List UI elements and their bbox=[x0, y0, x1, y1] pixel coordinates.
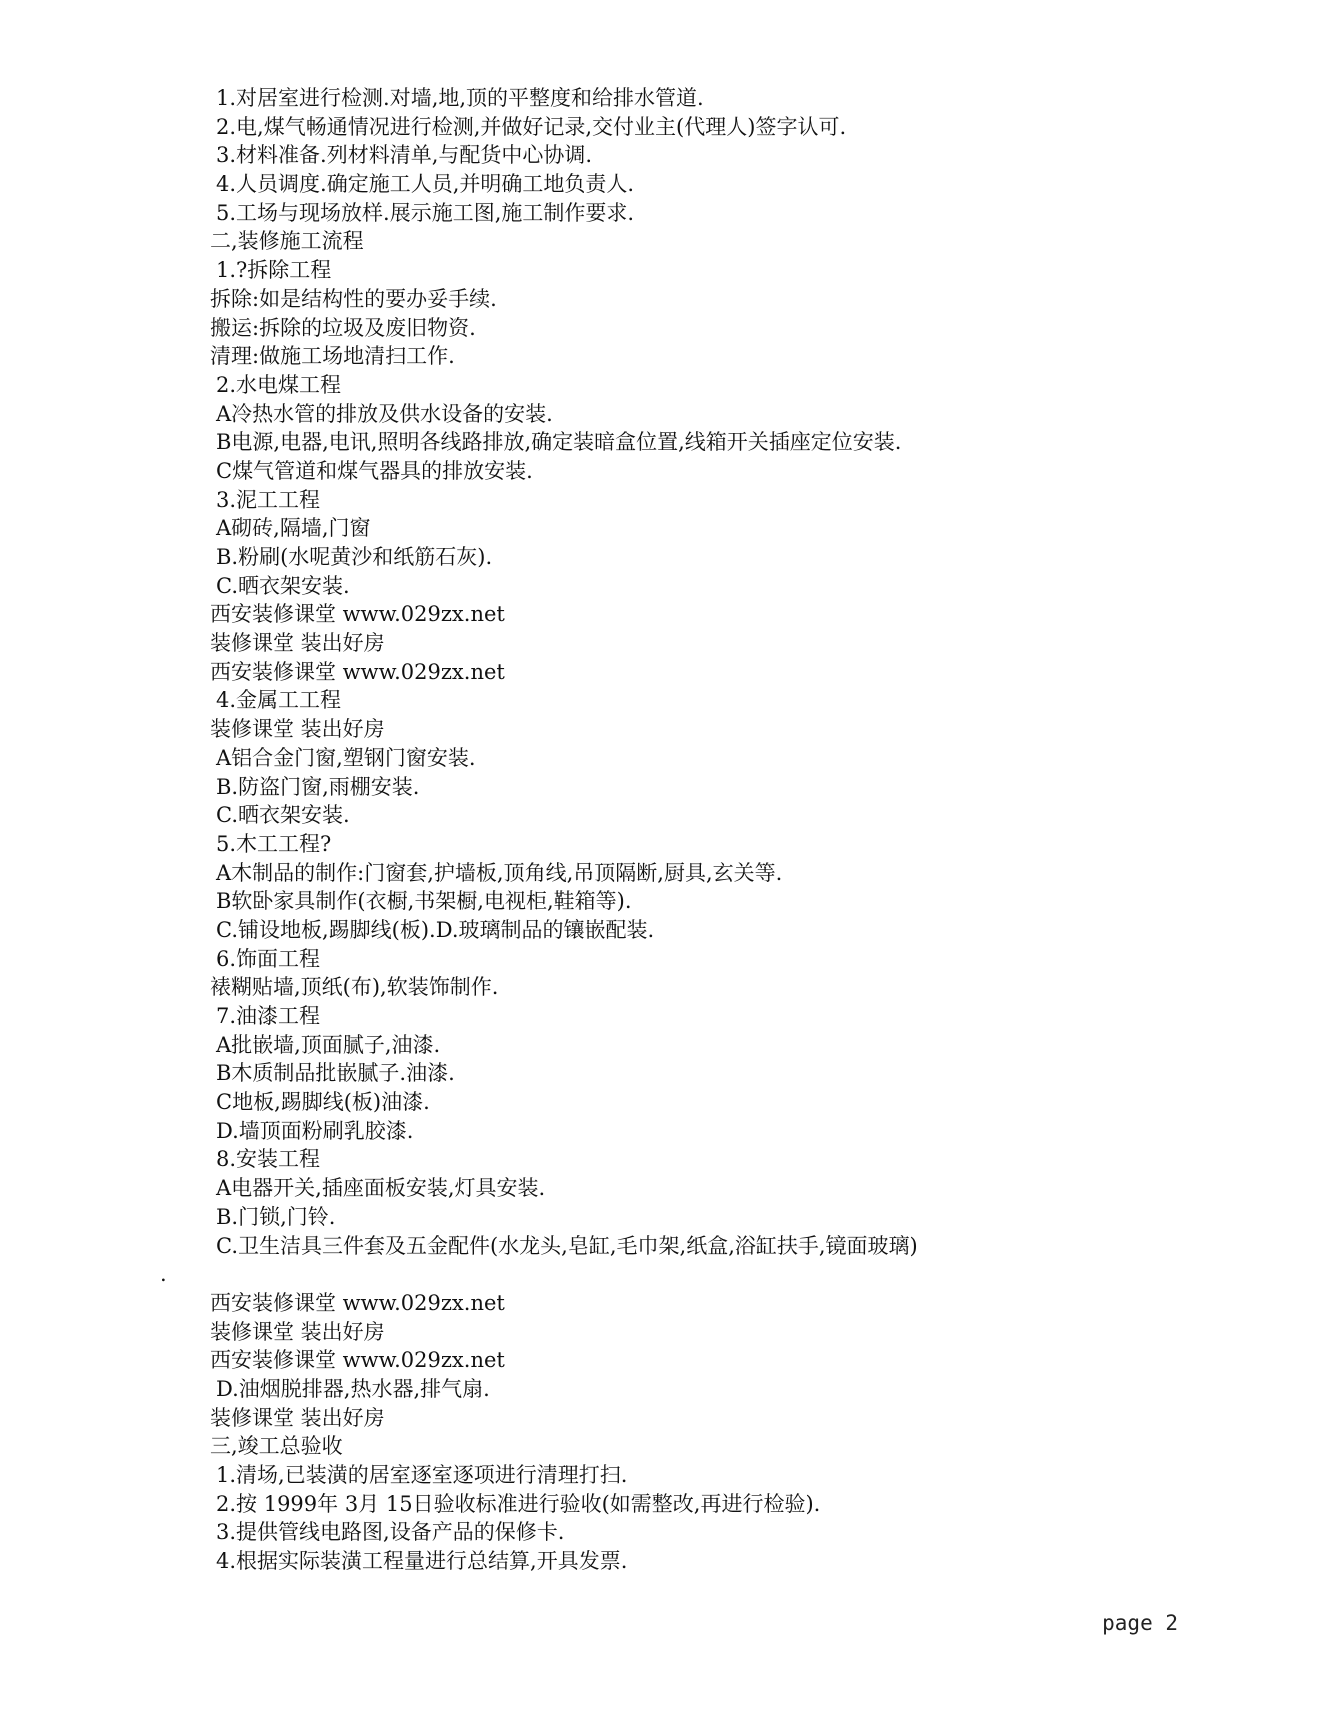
line-text: D.油烟脱排器,热水器,排气扇. bbox=[216, 1376, 490, 1401]
text-line bbox=[0, 457, 1334, 486]
line-text: 拆除:如是结构性的要办妥手续. bbox=[210, 286, 497, 311]
line-text: 4.根据实际装潢工程量进行总结算,开具发票. bbox=[216, 1549, 628, 1574]
text-line bbox=[0, 1518, 1334, 1547]
text-line bbox=[0, 486, 1334, 515]
line-text: 清理:做施工场地清扫工作. bbox=[210, 344, 455, 369]
line-text: B木质制品批嵌腻子.油漆. bbox=[216, 1061, 455, 1086]
text-line bbox=[0, 1002, 1334, 1031]
line-text: 西安装修课堂 www.029zx.net bbox=[210, 659, 505, 684]
document-body bbox=[0, 84, 1334, 1576]
line-text: A木制品的制作:门窗套,护墙板,顶角线,吊顶隔断,厨具,玄关等. bbox=[216, 860, 783, 885]
text-line bbox=[0, 342, 1334, 371]
text-line bbox=[0, 1203, 1334, 1232]
line-text: 搬运:拆除的垃圾及废旧物资. bbox=[210, 315, 476, 340]
text-line bbox=[0, 113, 1334, 142]
line-text: A铝合金门窗,塑钢门窗安装. bbox=[216, 745, 476, 770]
text-line bbox=[0, 945, 1334, 974]
line-text: A冷热水管的排放及供水设备的安装. bbox=[216, 401, 553, 426]
line-text: 西安装修课堂 www.029zx.net bbox=[210, 1348, 505, 1373]
text-line bbox=[0, 400, 1334, 429]
text-line bbox=[0, 141, 1334, 170]
text-line bbox=[0, 629, 1334, 658]
line-text: 装修课堂 装出好房 bbox=[210, 1319, 385, 1344]
line-text: 6.饰面工程 bbox=[216, 946, 321, 971]
line-text: A电器开关,插座面板安装,灯具安装. bbox=[216, 1176, 546, 1201]
line-text: 2.按 1999年 3月 15日验收标准进行验收(如需整改,再进行检验). bbox=[216, 1491, 821, 1516]
text-line bbox=[0, 600, 1334, 629]
text-line bbox=[0, 744, 1334, 773]
line-text: 2.水电煤工程 bbox=[216, 372, 342, 397]
line-text: 西安装修课堂 www.029zx.net bbox=[210, 1290, 505, 1315]
line-text: 2.电,煤气畅通情况进行检测,并做好记录,交付业主(代理人)签字认可. bbox=[216, 114, 847, 139]
text-line bbox=[0, 572, 1334, 601]
text-line bbox=[0, 285, 1334, 314]
text-line bbox=[0, 658, 1334, 687]
text-line bbox=[0, 916, 1334, 945]
text-line bbox=[0, 1490, 1334, 1519]
text-line bbox=[0, 227, 1334, 256]
text-line bbox=[0, 170, 1334, 199]
text-line bbox=[0, 1432, 1334, 1461]
text-line bbox=[0, 859, 1334, 888]
text-line bbox=[0, 830, 1334, 859]
line-text: . bbox=[160, 1262, 167, 1287]
line-text: 二,装修施工流程 bbox=[210, 229, 364, 254]
text-line bbox=[0, 773, 1334, 802]
line-text: B电源,电器,电讯,照明各线路排放,确定装暗盒位置,线箱开关插座定位安装. bbox=[216, 430, 902, 455]
text-line bbox=[0, 1145, 1334, 1174]
line-text: 3.泥工工程 bbox=[216, 487, 321, 512]
line-text: 4.金属工工程 bbox=[216, 688, 342, 713]
text-line bbox=[0, 428, 1334, 457]
text-line bbox=[0, 199, 1334, 228]
line-text: D.墙顶面粉刷乳胶漆. bbox=[216, 1118, 414, 1143]
text-line bbox=[0, 1375, 1334, 1404]
text-line bbox=[0, 715, 1334, 744]
line-text: B.防盗门窗,雨棚安装. bbox=[216, 774, 420, 799]
line-text: B.门锁,门铃. bbox=[216, 1204, 336, 1229]
line-text: C.晒衣架安装. bbox=[216, 803, 350, 828]
line-text: 1.清场,已装潢的居室逐室逐项进行清理打扫. bbox=[216, 1463, 628, 1487]
line-text: 7.油漆工程 bbox=[216, 1004, 321, 1028]
text-line bbox=[0, 1031, 1334, 1060]
text-line bbox=[0, 801, 1334, 830]
line-text: A砌砖,隔墙,门窗 bbox=[216, 516, 371, 541]
line-text: B.粉刷(水呢黄沙和纸筋石灰). bbox=[216, 545, 493, 569]
text-line bbox=[0, 1059, 1334, 1088]
text-line bbox=[0, 1289, 1334, 1318]
line-text: 装修课堂 装出好房 bbox=[210, 1405, 385, 1430]
line-text: A批嵌墙,顶面腻子,油漆. bbox=[216, 1032, 441, 1057]
text-line bbox=[0, 1174, 1334, 1203]
line-text: 4.人员调度.确定施工人员,并明确工地负责人. bbox=[216, 172, 635, 197]
text-line bbox=[0, 1404, 1334, 1433]
text-line bbox=[0, 1461, 1334, 1490]
line-text: 西安装修课堂 www.029zx.net bbox=[210, 602, 505, 627]
text-line bbox=[0, 1547, 1334, 1576]
text-line bbox=[0, 1346, 1334, 1375]
page-number: page 2 bbox=[1102, 1611, 1178, 1635]
line-text: 1.?拆除工程 bbox=[216, 258, 332, 283]
line-text: 8.安装工程 bbox=[216, 1147, 321, 1172]
text-line bbox=[0, 314, 1334, 343]
text-line bbox=[0, 1260, 1334, 1289]
line-text: C地板,踢脚线(板)油漆. bbox=[216, 1090, 430, 1115]
line-text: 三,竣工总验收 bbox=[210, 1434, 343, 1459]
line-text: 裱糊贴墙,顶纸(布),软装饰制作. bbox=[210, 975, 499, 1000]
text-line bbox=[0, 686, 1334, 715]
line-text: C.卫生洁具三件套及五金配件(水龙头,皂缸,毛巾架,纸盒,浴缸扶手,镜面玻璃) bbox=[216, 1233, 918, 1258]
text-line bbox=[0, 1117, 1334, 1146]
line-text: 5.木工工程? bbox=[216, 831, 332, 856]
text-line bbox=[0, 371, 1334, 400]
text-line bbox=[0, 1318, 1334, 1347]
text-line bbox=[0, 84, 1334, 113]
line-text: 5.工场与现场放样.展示施工图,施工制作要求. bbox=[216, 200, 635, 225]
line-text: 装修课堂 装出好房 bbox=[210, 631, 385, 656]
line-text: B软卧家具制作(衣橱,书架橱,电视柜,鞋箱等). bbox=[216, 889, 632, 914]
line-text: C.晒衣架安装. bbox=[216, 573, 350, 598]
text-line bbox=[0, 514, 1334, 543]
text-line bbox=[0, 1232, 1334, 1261]
line-text: 3.提供管线电路图,设备产品的保修卡. bbox=[216, 1520, 565, 1545]
text-line bbox=[0, 973, 1334, 1002]
line-text: 装修课堂 装出好房 bbox=[210, 717, 385, 742]
text-line bbox=[0, 1088, 1334, 1117]
line-text: 1.对居室进行检测.对墙,地,顶的平整度和给排水管道. bbox=[216, 86, 704, 110]
text-line bbox=[0, 543, 1334, 572]
text-line bbox=[0, 887, 1334, 916]
line-text: 3.材料准备.列材料清单,与配货中心协调. bbox=[216, 143, 593, 168]
line-text: C.铺设地板,踢脚线(板).D.玻璃制品的镶嵌配装. bbox=[216, 917, 655, 942]
text-line bbox=[0, 256, 1334, 285]
line-text: C煤气管道和煤气器具的排放安装. bbox=[216, 458, 533, 483]
